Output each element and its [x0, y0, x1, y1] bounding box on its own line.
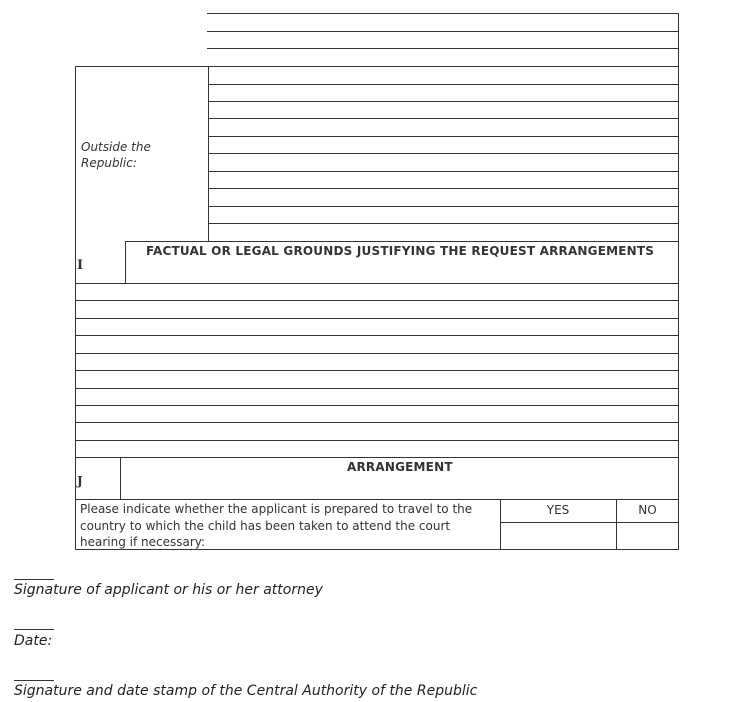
section-i-letter: I [77, 258, 84, 273]
applicant-signature-line[interactable] [14, 579, 54, 580]
outside-republic-label: Outside the Republic: [81, 140, 151, 170]
central-authority-signature-line[interactable] [14, 680, 54, 681]
yes-answer-cell[interactable] [501, 523, 616, 549]
no-label: NO [638, 503, 657, 517]
section-j-title: ARRANGEMENT [347, 460, 453, 474]
applicant-signature-label: Signature of applicant or his or her attorney [14, 582, 323, 598]
date-line[interactable] [14, 629, 54, 630]
central-authority-signature-label: Signature and date stamp of the Central Authority of the Republic [14, 683, 478, 699]
section-i-title: FACTUAL OR LEGAL GROUNDS JUSTIFYING THE REQUEST ARRANGEMENTS [146, 244, 655, 258]
section-j-letter: J [77, 474, 83, 488]
travel-question: Please indicate whether the applicant is prepared to travel to the country to which the child has been taken to attend the court hearing if necessary: [80, 502, 473, 549]
no-answer-cell[interactable] [617, 523, 678, 549]
date-label: Date: [14, 633, 53, 649]
yes-label: YES [546, 503, 570, 517]
